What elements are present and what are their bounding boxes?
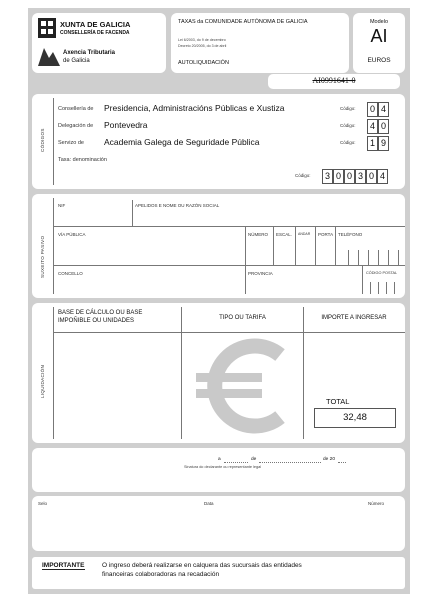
service-code-digit-2[interactable]: 9 bbox=[378, 136, 389, 151]
euro-watermark-icon bbox=[182, 333, 303, 437]
fee-code-digit-5[interactable]: 0 bbox=[366, 169, 377, 184]
footer-note-panel bbox=[32, 557, 405, 589]
fee-code-digit-3[interactable]: 0 bbox=[344, 169, 355, 184]
tax-form bbox=[28, 8, 410, 594]
fee-code-digit-1[interactable]: 3 bbox=[322, 169, 333, 184]
name-label: APELIDOS E NOME OU RAZÓN SOCIAL bbox=[135, 203, 220, 208]
fee-code-label: Código: bbox=[295, 173, 311, 178]
currency-label: EUROS bbox=[367, 57, 391, 64]
codes-section bbox=[32, 94, 405, 189]
total-box[interactable] bbox=[314, 408, 396, 428]
bank-section bbox=[32, 496, 405, 551]
delegation-value: Pontevedra bbox=[104, 120, 148, 130]
org-department: CONSELLERÍA DE FACENDA bbox=[60, 30, 130, 36]
consellaria-code-digit-1[interactable]: 0 bbox=[367, 102, 378, 117]
taxpayer-section bbox=[32, 194, 405, 298]
tax-title: TAXAS da COMUNIDADE AUTÓNOMA DE GALICIA bbox=[178, 19, 308, 25]
service-value: Academia Galega de Seguridade Pública bbox=[104, 137, 260, 147]
footer-note-line2: financeiras colaboradoras na recadación bbox=[102, 571, 220, 578]
consellaria-value: Presidencia, Administracións Públicas e Xustiza bbox=[104, 103, 285, 113]
delegation-code-digit-2[interactable]: 0 bbox=[378, 119, 389, 134]
signature-section bbox=[32, 448, 405, 492]
fee-code-digit-2[interactable]: 0 bbox=[333, 169, 344, 184]
consellaria-code-digit-2[interactable]: 4 bbox=[378, 102, 389, 117]
agency-line1: Axencia Tributaria bbox=[63, 50, 116, 56]
codes-side-label: CÓDIGOS bbox=[40, 128, 45, 152]
street-label: VÍA PÚBLICA bbox=[58, 232, 86, 237]
base-column-header-2: IMPOÑIBLE OU UNIDADES bbox=[58, 318, 135, 324]
signature-year-prefix: de 20 bbox=[323, 457, 336, 462]
fee-code-digit-6[interactable]: 4 bbox=[377, 169, 388, 184]
fee-label: Taxa: denominación bbox=[58, 157, 107, 163]
consellaria-label: Consellería de bbox=[58, 106, 94, 112]
door-label: PORTA bbox=[318, 232, 334, 237]
rate-column-header: TIPO OU TARIFA bbox=[219, 315, 266, 321]
floor-label: ANDAR bbox=[298, 232, 311, 236]
signature-de-word: de bbox=[251, 457, 257, 462]
province-label: PROVINCIA bbox=[248, 271, 273, 276]
number-label: NÚMERO bbox=[248, 232, 268, 237]
municipality-label: CONCELLO bbox=[58, 271, 83, 276]
date-label: Data bbox=[204, 501, 214, 506]
model-code: AI bbox=[370, 26, 388, 46]
nif-label: NIF bbox=[58, 203, 66, 208]
delegation-label: Delegación de bbox=[58, 123, 94, 129]
phone-label: TELÉFONO bbox=[338, 232, 363, 237]
base-column-header-1: BASE DE CÁLCULO OU BASE bbox=[58, 310, 143, 316]
delegation-code-label: Código: bbox=[340, 123, 356, 128]
model-label: Modelo bbox=[369, 19, 389, 25]
taxpayer-side-label: SUXEITO PASIVO bbox=[40, 235, 45, 278]
service-code-label: Código: bbox=[340, 140, 356, 145]
important-label: IMPORTANTE bbox=[42, 562, 85, 569]
service-label: Servizo de bbox=[58, 140, 84, 146]
xunta-logo-icon bbox=[38, 18, 56, 38]
amount-column-header: IMPORTE A INGRESAR bbox=[321, 315, 387, 321]
signature-caption: Sinatura do declarante ou representante legal bbox=[184, 465, 262, 469]
org-name: XUNTA DE GALICIA bbox=[60, 20, 131, 29]
total-value: 32,48 bbox=[343, 412, 367, 423]
bank-number-label: Número bbox=[368, 501, 385, 506]
settlement-side-label: LIQUIDACIÓN bbox=[40, 364, 45, 398]
settlement-section bbox=[32, 303, 405, 443]
postcode-label: CÓDIGO POSTAL bbox=[366, 271, 398, 275]
agency-logo-icon bbox=[38, 46, 60, 66]
document-number-panel bbox=[268, 74, 400, 89]
stamp-label: Selo bbox=[38, 501, 48, 506]
fee-code-digit-4[interactable]: 3 bbox=[355, 169, 366, 184]
self-assessment-label: AUTOLIQUIDACIÓN bbox=[178, 60, 229, 66]
law-line2: Decreto 20/2005, do 3 de abril bbox=[178, 44, 227, 48]
document-number: AI0991641-0 bbox=[312, 76, 356, 85]
consellaria-code-label: Código: bbox=[340, 106, 356, 111]
header-logo-panel bbox=[32, 13, 166, 73]
signature-a-word: a bbox=[218, 457, 221, 462]
header-title-panel bbox=[171, 13, 349, 73]
stair-label: ESCAL. bbox=[276, 232, 293, 237]
total-label: TOTAL bbox=[326, 397, 350, 406]
law-line1: Lei 6/2003, do 9 de decembro bbox=[178, 38, 226, 42]
header-model-panel bbox=[353, 13, 405, 73]
service-code-digit-1[interactable]: 1 bbox=[367, 136, 378, 151]
agency-line2: de Galicia bbox=[63, 58, 90, 64]
delegation-code-digit-1[interactable]: 4 bbox=[367, 119, 378, 134]
footer-note-line1: O ingreso deberá realizarse en calquera das sucursais das entidades bbox=[102, 562, 302, 569]
